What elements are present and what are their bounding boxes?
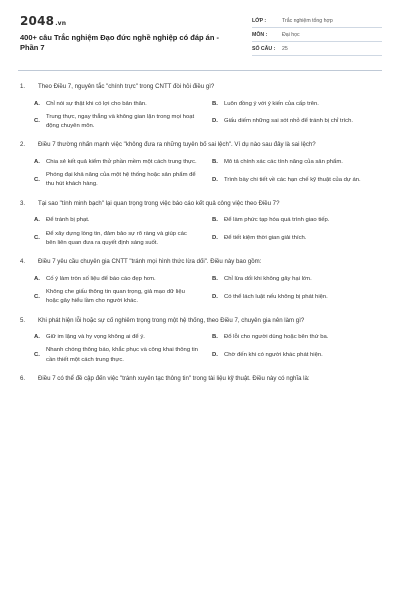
meta-key: SỐ CÂU : [252,45,276,52]
answer-option-c[interactable] [34,113,204,132]
option-letter: C. [34,235,40,242]
answer-option-d[interactable] [212,288,382,307]
meta-row-class [252,14,382,28]
document-meta-table [252,14,382,56]
question-number: 4. [20,258,26,266]
option-text: Mô tả chính xác các tính năng của sản phẩm. [224,158,343,165]
option-letter: D. [212,118,218,125]
option-letter: B. [212,334,218,341]
answer-options [20,333,382,365]
answer-option-c[interactable] [34,346,204,365]
answer-option-b[interactable] [212,158,382,167]
site-logo[interactable] [20,14,66,28]
answer-option-b[interactable] [212,275,382,284]
option-text: Chỉ nói sự thật khi có lợi cho bản thân. [46,100,147,107]
question-number: 5. [20,316,26,324]
option-letter: B. [212,217,218,224]
option-text: Cố ý làm tròn số liệu để báo cáo đẹp hơn. [46,275,156,282]
option-text: Có thể lách luật nếu không bị phát hiện. [224,293,328,300]
answer-option-d[interactable] [212,171,382,190]
answer-options [20,100,382,132]
question-text: Điều 7 thường nhấn mạnh việc "không đưa ra những tuyên bố sai lệch". Ví dụ nào sau đây là sai lệch? [38,141,316,149]
option-letter: D. [212,352,218,358]
question-text: Khi phát hiện lỗi hoặc sự cố nghiêm trọng trong một hệ thống, theo Điều 7, chuyên gia nên làm gì? [38,316,305,324]
answer-options [20,275,382,307]
option-text: Trung thực, ngay thẳng và không gian lận trong mọi hoạt động chuyên môn. [46,113,195,130]
question-2 [20,140,382,189]
option-text: Chia sẻ kết quả kiểm thử phần mềm một cách trung thực. [46,158,197,165]
question-1 [20,82,382,131]
option-letter: C. [34,176,40,183]
option-letter: A. [34,100,40,107]
answer-option-b[interactable] [212,333,382,342]
option-text: Để tiết kiệm thời gian giải thích. [224,235,307,242]
question-number: 3. [20,199,26,207]
meta-value: 25 [282,45,288,52]
option-letter: D. [212,176,218,183]
option-text: Nhanh chóng thông báo, khắc phục và công khai thông tin cần thiết một cách trung thực. [46,347,198,363]
option-letter: D. [212,235,218,242]
option-letter: A. [34,334,40,341]
option-letter: B. [212,100,218,107]
logo-text: 2048 [20,14,55,28]
option-text: Luôn đồng ý với ý kiến của cấp trên. [224,100,319,107]
option-text: Đổ lỗi cho người dùng hoặc bên thứ ba. [224,334,329,341]
meta-key: MÔN : [252,31,268,38]
document-header [0,0,400,64]
answer-option-b[interactable] [212,216,382,225]
answer-option-c[interactable] [34,171,204,190]
meta-row-question-count [252,42,382,56]
logo-suffix: .vn [55,20,67,27]
option-letter: C. [34,293,40,300]
option-letter: C. [34,118,40,125]
question-text: Theo Điều 7, nguyên tắc "chính trực" trong CNTT đòi hỏi điều gì? [38,83,215,90]
option-text: Chờ đến khi có người khác phát hiện. [224,352,323,358]
option-letter: C. [34,352,40,358]
meta-key: LỚP : [252,17,267,24]
option-text: Giấu diếm những sai sót nhỏ để tránh bị chỉ trích. [224,118,354,125]
answer-options [20,216,382,248]
option-text: Chỉ lừa dối khi không gây hại lớn. [224,275,312,282]
question-number: 1. [20,83,26,90]
question-5 [20,316,382,365]
answer-option-a[interactable] [34,275,204,284]
question-list [20,82,382,392]
question-6 [20,374,382,384]
option-text: Để xây dựng lòng tin, đảm bảo sự rõ ràng và giúp các bên liên quan đưa ra quyết định sáng suốt. [46,230,187,246]
answer-option-a[interactable] [34,333,204,342]
meta-value: Trắc nghiệm tổng hợp [282,17,333,24]
answer-option-d[interactable] [212,230,382,249]
answer-options [20,158,382,190]
option-letter: D. [212,293,218,300]
header-divider [18,70,382,71]
meta-row-subject [252,28,382,42]
question-text: Điều 7 có thể đề cập đến việc "tránh xuyên tạc thông tin" trong tài liệu kỹ thuật. Điều này có nghĩa là: [38,374,310,382]
question-text: Điều 7 yêu cầu chuyên gia CNTT "tránh mọi hình thức lừa dối". Điều này bao gồm: [38,258,262,266]
answer-option-a[interactable] [34,216,204,225]
question-number: 6. [20,374,26,382]
option-letter: A. [34,275,40,282]
option-text: Để làm phức tạp hóa quá trình giao tiếp. [224,217,330,224]
answer-option-d[interactable] [212,113,382,132]
question-3 [20,199,382,248]
option-letter: A. [34,217,40,224]
answer-option-c[interactable] [34,230,204,249]
question-text: Tại sao "tính minh bạch" lại quan trọng trong việc báo cáo kết quả công việc theo Điều 7? [38,199,280,207]
option-text: Phóng đại khả năng của một hệ thống hoặc sản phẩm để thu hút khách hàng. [46,172,196,188]
answer-option-b[interactable] [212,100,382,109]
answer-option-a[interactable] [34,100,204,109]
meta-value: Đại học [282,31,300,38]
option-letter: B. [212,158,218,165]
option-letter: B. [212,275,218,282]
option-text: Giữ im lặng và hy vọng không ai để ý. [46,334,145,341]
answer-option-a[interactable] [34,158,204,167]
option-text: Để tránh bị phạt. [46,217,90,224]
answer-option-d[interactable] [212,346,382,365]
option-letter: A. [34,158,40,165]
question-4 [20,257,382,306]
answer-option-c[interactable] [34,288,204,307]
question-number: 2. [20,141,26,149]
option-text: Không che giấu thông tin quan trọng, giả mạo dữ liệu hoặc gây hiểu lầm cho người khác. [46,288,185,305]
option-text: Trình bày chi tiết về các hạn chế kỹ thuật của dự án. [224,176,361,183]
document-title: 400+ câu Trắc nghiệm Đạo đức nghề nghiệp có đáp án - Phần 7 [20,33,220,52]
